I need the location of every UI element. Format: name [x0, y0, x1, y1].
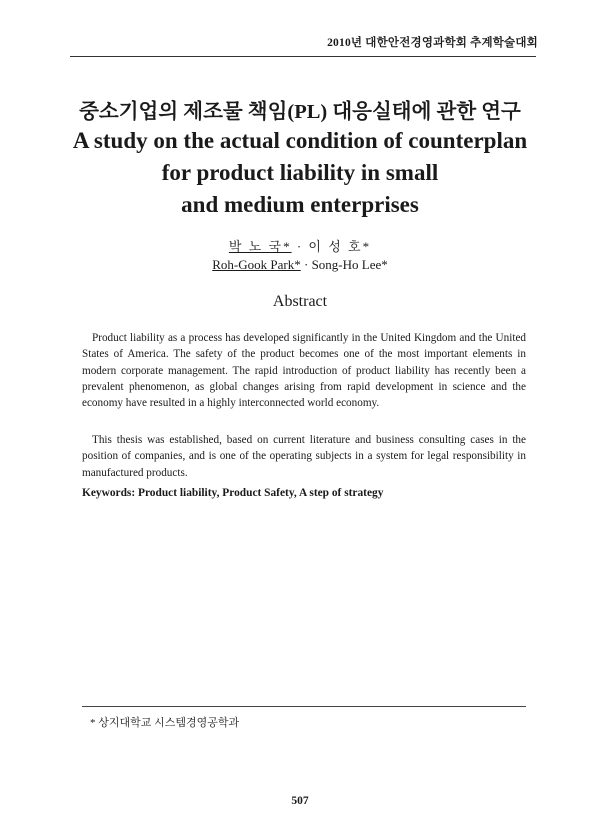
running-header: 2010년 대한안전경영과학회 추계학술대회 [327, 37, 538, 49]
author-2-english: Song-Ho Lee* [311, 257, 388, 272]
header-rule [70, 56, 536, 57]
abstract-paragraph: Product liability as a process has developed significantly in the United Kingdom and the United States of America. The safety of the product becomes one of the most important elements in modern corporate management. The rapid introduction of product liability has recently been a prevalent phenomenon, as global changes arising from rapid development in science and the economy have resulted in a highly interconnected world economy. [82, 332, 526, 410]
authors-english [0, 257, 600, 273]
author-separator: · [300, 257, 312, 272]
abstract-paragraph: This thesis was established, based on current literature and business consulting cases in the position of companies, and is one of the operating subjects in a system for legal responsibility in manufactured products. [82, 434, 526, 479]
title-english-line-1: A study on the actual condition of counterplan [72, 128, 528, 153]
authors-korean [0, 236, 600, 255]
author-1-korean: 박 노 국* [228, 239, 292, 254]
title-english-line-3: and medium enterprises [181, 192, 419, 217]
footnote-affiliation: * 상지대학교 시스템경영공학과 [90, 717, 240, 729]
author-2-korean: 이 성 호* [308, 239, 372, 254]
title-english-line-2: for product liability in small [161, 160, 439, 185]
keywords: Keywords: Product liability, Product Safety, A step of strategy [82, 487, 384, 499]
author-separator: · [291, 239, 309, 254]
footnote-rule [82, 706, 526, 707]
abstract-heading: Abstract [272, 293, 328, 310]
title-korean: 중소기업의 제조물 책임(PL) 대응실태에 관한 연구 [79, 101, 521, 123]
author-1-english: Roh-Gook Park* [212, 257, 301, 272]
page-number: 507 [291, 795, 309, 807]
